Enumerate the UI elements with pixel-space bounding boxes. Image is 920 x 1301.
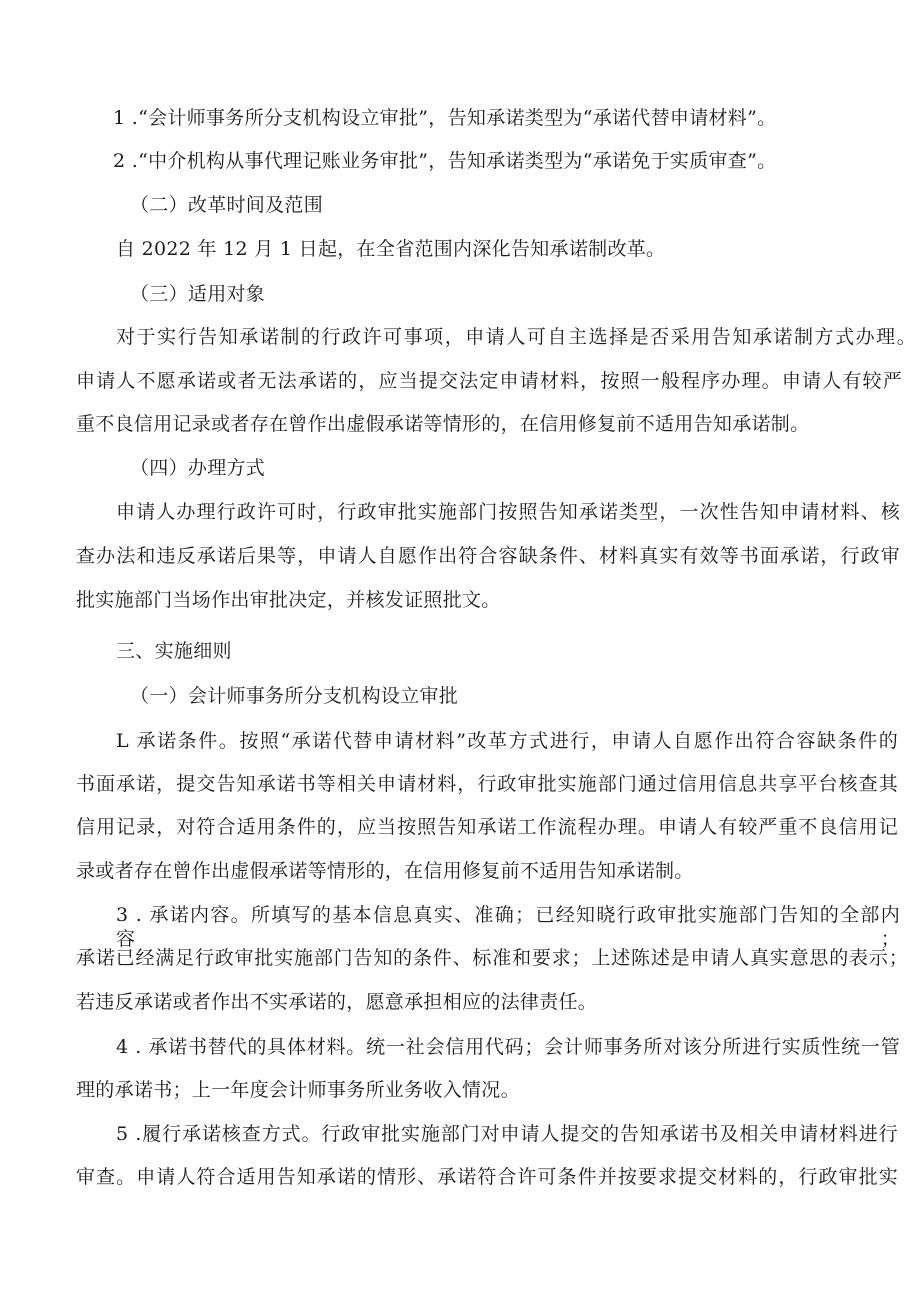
paragraph-content-line-3: 若违反承诺或者作出不实承诺的，愿意承担相应的法律责任。 — [76, 991, 598, 1013]
paragraph-objects-line-3: 重不良信用记录或者存在曾作出虚假承诺等情形的，在信用修复前不适用告知承诺制。 — [76, 413, 810, 435]
heading-reform-time-scope: （二）改革时间及范围 — [130, 194, 324, 216]
heading-handling-method: （四）办理方式 — [130, 457, 266, 479]
paragraph-conditions-line-3: 信用记录，对符合适用条件的，应当按照告知承诺工作流程办理。申请人有较严重不良信用记 — [76, 816, 898, 838]
paragraph-content-line-2: 承诺已经满足行政审批实施部门告知的条件、标准和要求；上述陈述是申请人真实意思的表示； — [76, 947, 908, 969]
paragraph-conditions-line-4: 录或者存在曾作出虚假承诺等情形的，在信用修复前不适用告知承诺制。 — [76, 860, 694, 882]
heading-applicable-objects: （三）适用对象 — [130, 283, 266, 305]
paragraph-objects-line-2: 申请人不愿承诺或者无法承诺的，应当提交法定申请材料，按照一般程序办理。申请人有较严 — [76, 370, 902, 392]
item-1-text: 1 .“会计师事务所分支机构设立审批”，告知承诺类型为“承诺代替申请材料”。 — [113, 107, 777, 129]
paragraph-verification-line-2: 审查。申请人符合适用告知承诺的情形、承诺符合许可条件并按要求提交材料的，行政审批实 — [76, 1166, 898, 1188]
paragraph-materials-line-1: 4 . 承诺书替代的具体材料。统一社会信用代码；会计师事务所对该分所进行实质性统一管 — [116, 1036, 900, 1058]
heading-branch-approval: （一）会计师事务所分支机构设立审批 — [130, 685, 459, 707]
paragraph-content-line-1: 3 . 承诺内容。所填写的基本信息真实、准确；已经知晓行政审批实施部门告知的全部内容； — [116, 904, 900, 950]
paragraph-objects-line-1: 对于实行告知承诺制的行政许可事项，申请人可自主选择是否采用告知承诺制方式办理。 — [116, 326, 916, 348]
paragraph-reform-date: 自 2022 年 12 月 1 日起，在全省范围内深化告知承诺制改革。 — [116, 238, 666, 260]
paragraph-verification-line-1: 5 .履行承诺核查方式。行政审批实施部门对申请人提交的告知承诺书及相关申请材料进行 — [116, 1123, 898, 1145]
paragraph-conditions-line-1: L 承诺条件。按照“承诺代替申请材料”改革方式进行，申请人自愿作出符合容缺条件的 — [116, 730, 898, 752]
paragraph-handling-line-2: 查办法和违反承诺后果等，申请人自愿作出符合容缺条件、材料真实有效等书面承诺，行政审 — [76, 545, 900, 567]
paragraph-handling-line-3: 批实施部门当场作出审批决定，并核发证照批文。 — [76, 589, 501, 611]
section-title-implementation-rules: 三、实施细则 — [116, 640, 232, 662]
paragraph-conditions-line-2: 书面承诺，提交告知承诺书等相关申请材料，行政审批实施部门通过信用信息共享平台核查其 — [76, 773, 898, 795]
item-2-text: 2 .“中介机构从事代理记账业务审批”，告知承诺类型为“承诺免于实质审查”。 — [113, 150, 777, 172]
paragraph-handling-line-1: 申请人办理行政许可时，行政审批实施部门按照告知承诺类型，一次性告知申请材料、核 — [116, 501, 900, 523]
paragraph-materials-line-2: 理的承诺书；上一年度会计师事务所业务收入情况。 — [76, 1079, 520, 1101]
